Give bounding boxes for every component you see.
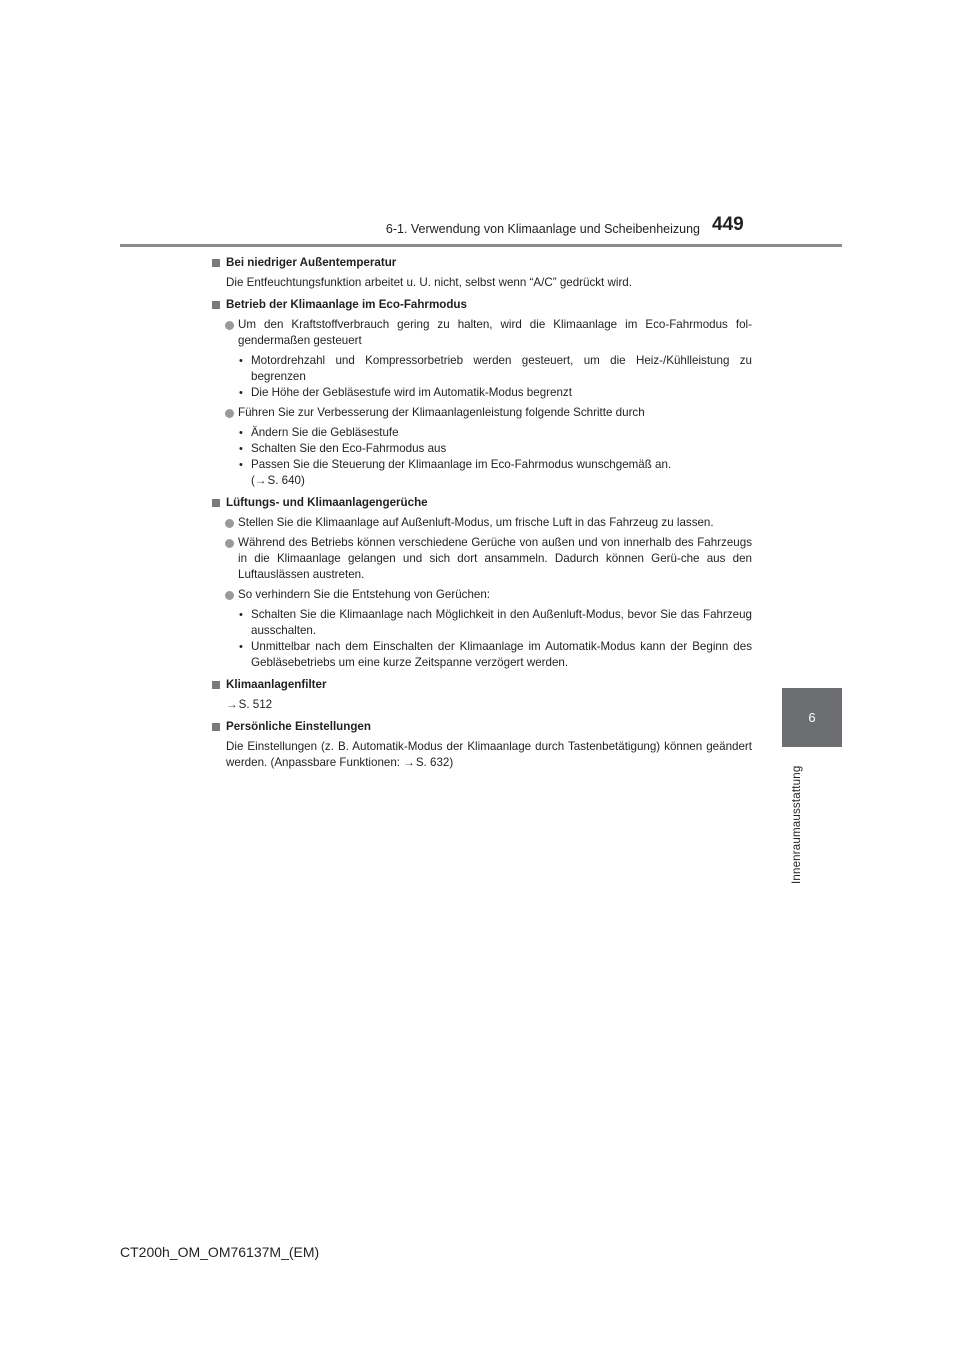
chapter-side-label: Innenraumausstattung [791, 765, 803, 884]
bullet-point [210, 405, 752, 421]
reference-text: S. 632) [415, 756, 454, 769]
square-bullet-icon [212, 681, 220, 689]
sub-list-item [210, 385, 752, 401]
section-title: Betrieb der Klimaanlage im Eco-Fahrmodus [226, 298, 467, 311]
small-bullet-icon: • [239, 355, 243, 367]
circle-bullet-icon [225, 519, 234, 528]
circle-bullet-icon [225, 321, 234, 330]
small-bullet-icon: • [239, 609, 243, 621]
small-bullet-icon: • [239, 641, 243, 653]
sub-item-text: Die Höhe der Gebläsestufe wird im Automatik-Modus begrenzt [251, 386, 572, 399]
bullet-text: Stellen Sie die Klimaanlage auf Außenluft-Modus, um frische Luft in das Fahrzeug zu lassen. [238, 516, 714, 529]
square-bullet-icon [212, 723, 220, 731]
running-header-title: 6-1. Verwendung von Klimaanlage und Scheibenheizung [385, 222, 700, 236]
page-reference[interactable] [210, 697, 752, 713]
reference-text: S. 512 [238, 698, 273, 711]
bullet-point [210, 515, 752, 531]
sub-list-item [210, 639, 752, 671]
sub-list-item [210, 607, 752, 639]
section-heading [210, 677, 752, 693]
reference-text: S. 640) [267, 474, 305, 487]
section-title: Klimaanlagenfilter [226, 678, 327, 691]
bullet-text: So verhindern Sie die Entstehung von Gerüchen: [238, 588, 491, 601]
page-reference[interactable] [403, 756, 453, 769]
main-content [210, 255, 752, 775]
sub-list [210, 607, 752, 671]
sub-list [210, 353, 752, 401]
sub-item-text: Ändern Sie die Gebläsestufe [251, 426, 399, 439]
circle-bullet-icon [225, 409, 234, 418]
arrow-right-icon: → [403, 756, 415, 769]
section-heading [210, 719, 752, 735]
bullet-point [210, 587, 752, 603]
page-reference[interactable] [251, 474, 305, 487]
sub-item-text: Unmittelbar nach dem Einschalten der Klimaanlage im Automatik-Modus kann der Beginn des Gebläsebetriebs um eine kurze Zeitspanne verzögert werden. [251, 640, 752, 669]
section-heading [210, 255, 752, 271]
sub-item-text: Passen Sie die Steuerung der Klimaanlage im Eco-Fahrmodus wunschgemäß an. [251, 458, 672, 471]
sub-list-item [210, 457, 752, 489]
square-bullet-icon [212, 301, 220, 309]
paren-open: ( [251, 474, 255, 487]
circle-bullet-icon [225, 539, 234, 548]
square-bullet-icon [212, 499, 220, 507]
circle-bullet-icon [225, 591, 234, 600]
bullet-text: Um den Kraftstoffverbrauch gering zu halten, wird die Klimaanlage im Eco-Fahrmodus fol-gendermaßen gesteuert [238, 318, 752, 347]
footer-document-code: CT200h_OM_OM76137M_(EM) [120, 1244, 320, 1260]
page-number: 449 [712, 214, 744, 235]
sub-list-item [210, 441, 752, 457]
chapter-tab [782, 688, 842, 747]
section-title: Persönliche Einstellungen [226, 720, 371, 733]
small-bullet-icon: • [239, 443, 243, 455]
chapter-number: 6 [808, 710, 816, 725]
square-bullet-icon [212, 259, 220, 267]
bullet-point [210, 317, 752, 349]
section-heading [210, 297, 752, 313]
arrow-right-icon: → [254, 474, 267, 487]
section-heading [210, 495, 752, 511]
sub-item-text: Motordrehzahl und Kompressorbetrieb werden gesteuert, um die Heiz-/Kühlleistung zu begrenzen [251, 354, 752, 383]
sub-list-item [210, 425, 752, 441]
section-title: Bei niedriger Außentemperatur [226, 256, 397, 269]
header-rule [120, 244, 842, 247]
sub-list [210, 425, 752, 489]
section-title: Lüftungs- und Klimaanlagengerüche [226, 496, 428, 509]
sub-list-item [210, 353, 752, 385]
section-text-body: Die Einstellungen (z. B. Automatik-Modus der Klimaanlage durch Tastenbetätigung) können geändert werden. (Anpassbare Funktionen: [226, 740, 752, 769]
bullet-text: Führen Sie zur Verbesserung der Klimaanlagenleistung folgende Schritte durch [238, 406, 645, 419]
section-text: Die Entfeuchtungsfunktion arbeitet u. U. nicht, selbst wenn “A/C” gedrückt wird. [226, 276, 632, 289]
section-text [210, 739, 752, 771]
small-bullet-icon: • [239, 427, 243, 439]
arrow-right-icon: → [226, 698, 238, 711]
small-bullet-icon: • [239, 459, 243, 471]
sub-item-text: Schalten Sie den Eco-Fahrmodus aus [251, 442, 447, 455]
bullet-text: Während des Betriebs können verschiedene Gerüche von außen und von innerhalb des Fahrzeugs in die Klimaanlage gelangen und sich dort ansammeln. Dadurch können Gerü-che aus den Luftauslässen austreten. [238, 536, 752, 581]
small-bullet-icon: • [239, 387, 243, 399]
bullet-point [210, 535, 752, 583]
sub-item-text: Schalten Sie die Klimaanlage nach Möglichkeit in den Außenluft-Modus, bevor Sie das Fahrzeug ausschalten. [251, 608, 752, 637]
